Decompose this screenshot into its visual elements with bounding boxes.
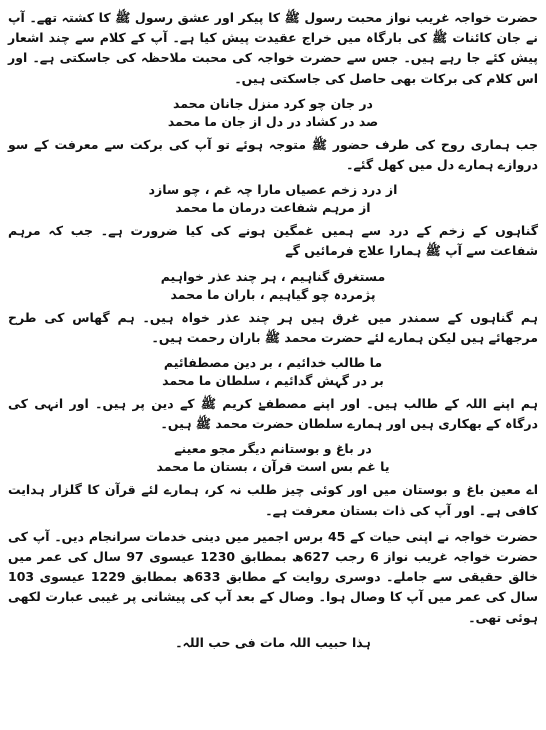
translation-paragraph: ہم اپنے اللہ کے طالب ہیں۔ اور اپنے مصطفےٰ کریم ﷺ کے دین پر ہیں۔ اور انہی کی درگاہ کے بھکاری ہیں اور ہمارے سلطان حضرت محمد ﷺ ہیں۔ — [8, 396, 538, 432]
verse-line: بر در گہش گدائیم ، سلطان ما محمد — [162, 373, 384, 389]
verse-line: پژمردہ چو گیاہیم ، باران ما محمد — [170, 286, 376, 302]
verse-block-3 — [8, 268, 538, 304]
translation-paragraph: گناہوں کے زخم کے درد سے ہمیں غمگین ہونے کی کیا ضرورت ہے۔ جب کہ مرہم شفاعت سے آپ ﷺ ہمارا علاج فرمائیں گے — [8, 223, 538, 259]
translation-paragraph: اے معین باغ و بوستان میں اور کوئی چیز طلب نہ کر، ہمارے لئے قرآن کا گلزار ہدایت کافی ہے۔ اور آپ کی ذات بستان معرفت ہے۔ — [8, 482, 538, 518]
verse-line: از درد زخم عصیاں مارا چہ غم ، چو سازد — [148, 182, 398, 198]
translation-paragraph: جب ہماری روح کی طرف حضور ﷺ متوجہ ہوئے تو آپ کی برکت سے معرفت کے سو دروازے ہمارے دل میں کھل گئے۔ — [8, 136, 538, 173]
intro-paragraph: حضرت خواجہ غریب نواز محبت رسول ﷺ کا پیکر اور عشق رسول ﷺ کا کشتہ تھے۔ آپ نے جان کائنات ﷺ کی بارگاہ میں خراج عقیدت پیش کیا ہے۔ آپ کے کلام سے چند اشعار پیش کئے جا رہے ہیں۔ جس سے حضرت خواجہ کی محبت ملاحظہ کی جاسکتی ہے۔ اور اس کلام کی برکات بھی حاصل کی جاسکتی ہیں۔ — [8, 10, 538, 86]
verse-block-4 — [8, 354, 538, 390]
verse-line: صد در کشاد در دل از جان ما محمد — [167, 113, 379, 129]
verse-block-2 — [8, 181, 538, 217]
verse-line: از مرہم شفاعت درمان ما محمد — [175, 200, 371, 216]
biography-paragraph: حضرت خواجہ نے اپنی حیات کے 45 برس اجمیر میں دینی خدمات سرانجام دیں۔ آپ کی حضرت خواجہ غریب نواز 6 رجب 627ھ بمطابق 1230 عیسوی 97 سال کی عمر میں خالق حقیقی سے جاملے۔ دوسری روایت کے مطابق 633ھ بمطابق 1229 عیسوی 103 سال کی عمر میں آپ کا وصال ہوا۔ وصال کے بعد آپ کی پیشانی پر غیبی عبارت لکھی ہوئی تھی۔ — [8, 528, 538, 625]
verse-line: یا غم بس است قرآن ، بستان ما محمد — [156, 459, 390, 475]
verse-line: در باغ و بوستانم دیگر مجو معینے — [174, 441, 372, 457]
verse-block-5 — [8, 440, 538, 476]
closing-line: ہذا حبیب اللہ مات فی حب اللہ۔ — [175, 634, 371, 650]
verse-line: در جان چو کرد منزل جانان محمد — [173, 95, 373, 111]
translation-paragraph: ہم گناہوں کے سمندر میں غرق ہیں ہر چند عذر خواہ ہیں۔ ہم گھاس کی طرح مرجھائے ہیں لیکن ہمارے لئے حضرت محمد ﷺ باران رحمت ہیں۔ — [8, 309, 538, 345]
verse-line: ما طالب خدائیم ، بر دین مصطفائیم — [163, 355, 383, 371]
verse-block-1 — [8, 95, 538, 131]
verse-line: مستغرق گناہیم ، ہر چند عذر خواہیم — [160, 268, 386, 284]
